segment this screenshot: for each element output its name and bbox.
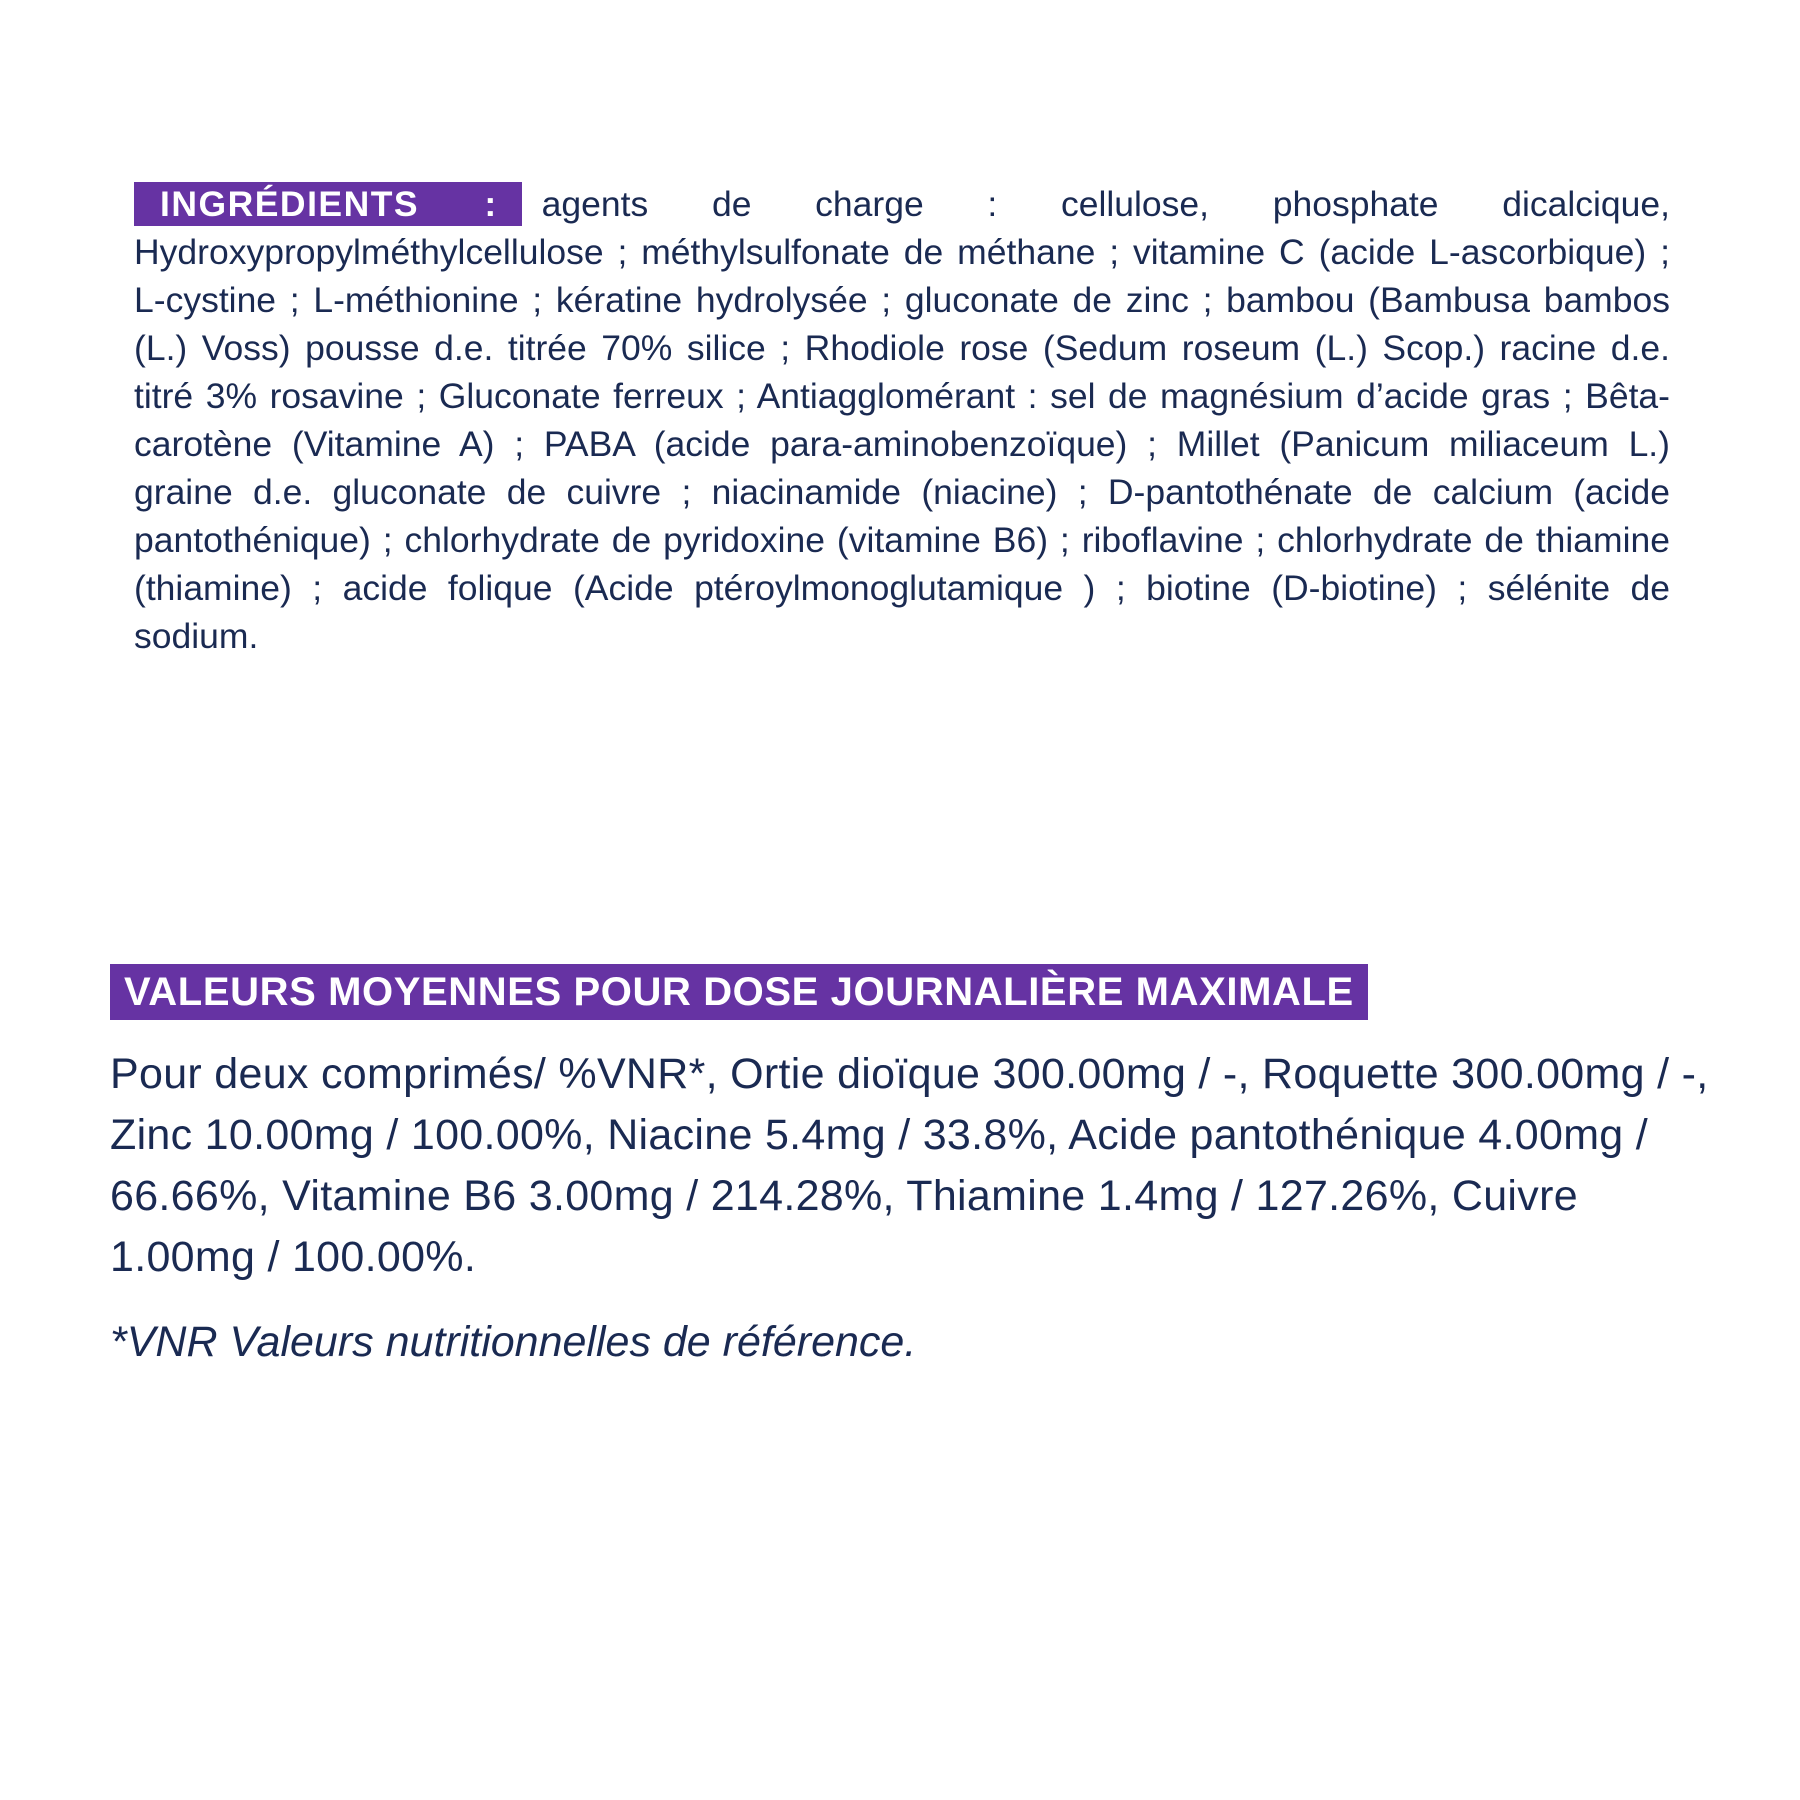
vnr-footnote: *VNR Valeurs nutritionnelles de référence.	[110, 1318, 917, 1366]
ingredients-section	[134, 180, 1670, 660]
ingredients-label: INGRÉDIENTS :	[134, 182, 522, 226]
ingredients-text: agents de charge : cellulose, phosphate dicalcique, Hydroxypropylméthylcellulose ; méthylsulfonate de méthane ; vitamine C (acide L-ascorbique) ; L-cystine ; L-méthionine ; kératine hydrolysée ; gluconate de zinc ; bambou (Bambusa bambos (L.) Voss) pousse d.e. titrée 70% silice ; Rhodiole rose (Sedum roseum (L.) Scop.) racine d.e. titré 3% rosavine ; Gluconate ferreux ; Antiagglomérant : sel de magnésium d’acide gras ; Bêta-carotène (Vitamine A) ; PABA (acide para-aminobenzoïque) ; Millet (Panicum miliaceum L.) graine d.e. gluconate de cuivre ; niacinamide (niacine) ; D-pantothénate de calcium (acide pantothénique) ; chlorhydrate de pyridoxine (vitamine B6) ; riboflavine ; chlorhydrate de thiamine (thiamine) ; acide folique (Acide ptéroylmonoglutamique ) ; biotine (D-biotine) ; sélénite de sodium.	[134, 184, 1671, 656]
values-text: Pour deux comprimés/ %VNR*, Ortie dioïque 300.00mg / -, Roquette 300.00mg / -, Zinc 10.00mg / 100.00%, Niacine 5.4mg / 33.8%, Acide pantothénique 4.00mg / 66.66%, Vitamine B6 3.00mg / 214.28%, Thiamine 1.4mg / 127.26%, Cuivre 1.00mg / 100.00%.	[110, 1050, 1709, 1281]
values-title: VALEURS MOYENNES POUR DOSE JOURNALIÈRE MAXIMALE	[110, 964, 1368, 1020]
